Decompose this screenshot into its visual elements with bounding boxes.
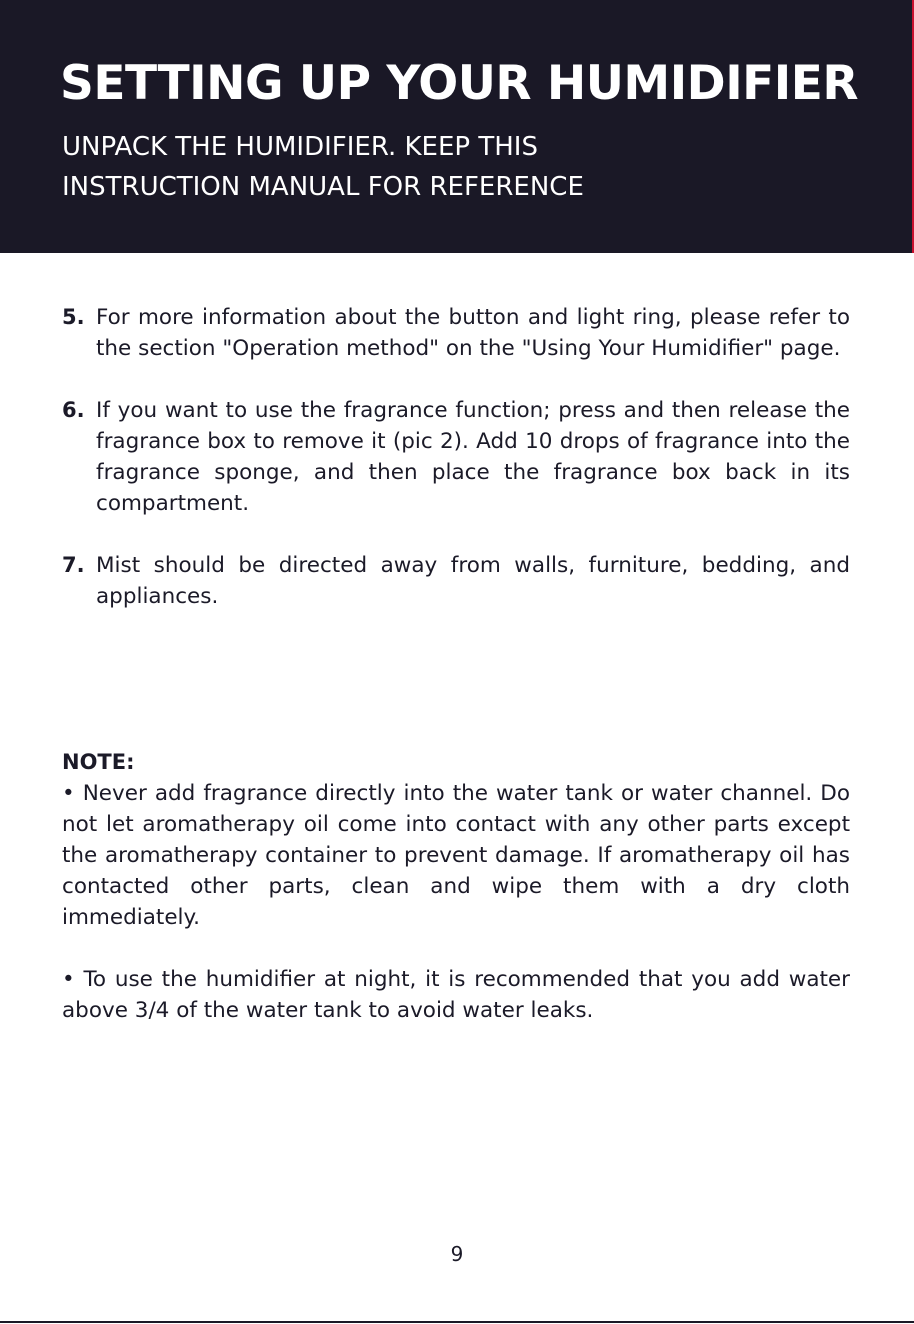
note-section [62, 747, 850, 1057]
instruction-steps [62, 302, 850, 643]
step-number: 7. [62, 553, 85, 577]
bottom-divider [0, 1321, 914, 1323]
subtitle-line-2: INSTRUCTION MANUAL FOR REFERENCE [62, 172, 584, 202]
step-item [62, 550, 850, 612]
page-subtitle [62, 127, 584, 207]
step-number: 5. [62, 305, 85, 329]
page-number: 9 [450, 1242, 464, 1266]
note-heading: NOTE: [62, 750, 135, 774]
header-banner [0, 0, 912, 253]
step-item [62, 302, 850, 364]
page-title: SETTING UP YOUR HUMIDIFIER [60, 56, 859, 111]
note-paragraph: • Never add fragrance directly into the water tank or water channel. Do not let aromatherapy oil come into contact with any other parts except the aromatherapy container to prevent damage. If aromatherapy oil has contacted other parts, clean and wipe them with a dry cloth immediately. [62, 781, 850, 930]
subtitle-line-1: UNPACK THE HUMIDIFIER. KEEP THIS [62, 132, 538, 162]
step-text: If you want to use the fragrance function; press and then release the fragrance box to remove it (pic 2). Add 10 drops of fragrance into the fragrance sponge, and then place the fragrance box back in its compartment. [96, 398, 850, 516]
step-text: For more information about the button and light ring, please refer to the section "Operation method" on the "Using Your Humidifier" page. [96, 305, 850, 361]
step-number: 6. [62, 398, 85, 422]
note-paragraph: • To use the humidifier at night, it is recommended that you add water above 3/4 of the water tank to avoid water leaks. [62, 967, 850, 1023]
step-item [62, 395, 850, 519]
step-text: Mist should be directed away from walls, furniture, bedding, and appliances. [96, 553, 850, 609]
